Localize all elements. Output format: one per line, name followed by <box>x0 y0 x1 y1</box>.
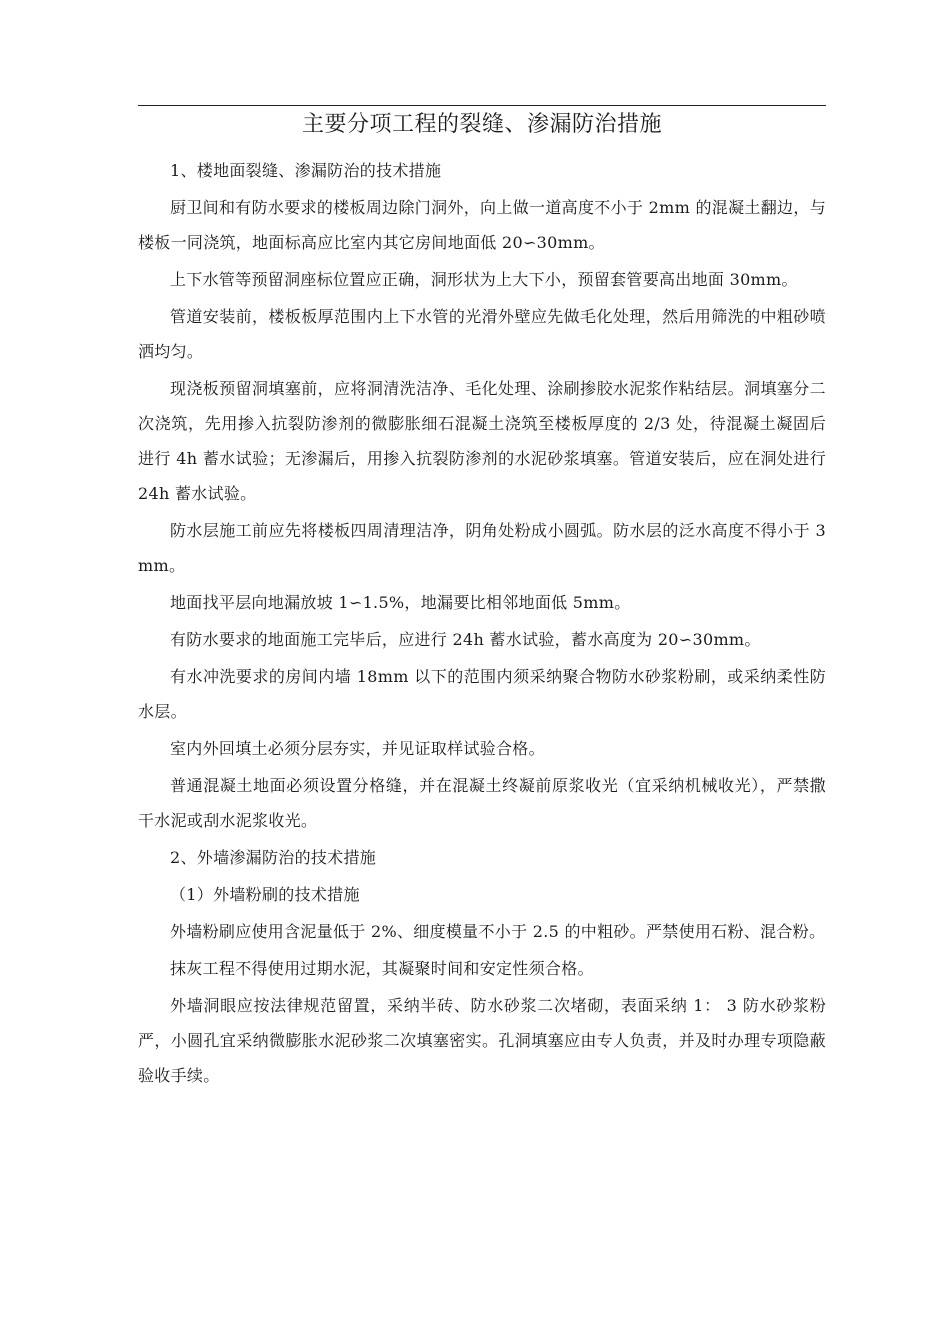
section-heading-exterior-wall: 2、外墙渗漏防治的技术措施 <box>170 848 377 867</box>
document-title: 主要分项工程的裂缝、渗漏防治措施 <box>301 112 662 137</box>
paragraph: 厨卫间和有防水要求的楼板周边除门洞外，向上做一道高度不小于 2mm 的混凝土翻边，与楼板一同浇筑，地面标高应比室内其它房间地面低 20∽30mm。 <box>138 198 826 252</box>
paragraph: 地面找平层向地漏放坡 1∽1.5%，地漏要比相邻地面低 5mm。 <box>170 593 631 612</box>
paragraph: 有防水要求的地面施工完毕后，应进行 24h 蓄水试验，蓄水高度为 20∽30mm。 <box>170 630 761 649</box>
header-rule <box>138 105 826 106</box>
paragraph: 普通混凝土地面必须设置分格缝，并在混凝土终凝前原浆收光（宜采纳机械收光），严禁撒干水泥或刮水泥浆收光。 <box>138 776 826 830</box>
paragraph: 管道安装前，楼板板厚范围内上下水管的光滑外壁应先做毛化处理，然后用筛洗的中粗砂喷洒均匀。 <box>138 307 826 361</box>
paragraph: 现浇板预留洞填塞前，应将洞清洗洁净、毛化处理、涂刷掺胶水泥浆作粘结层。洞填塞分二次浇筑，先用掺入抗裂防渗剂的微膨胀细石混凝土浇筑至楼板厚度的 2/3 处，待混凝土凝固后进行 4h 蓄水试验；无渗漏后，用掺入抗裂防渗剂的水泥砂浆填塞。管道安装后，应在洞处进行 24h 蓄水试验。 <box>138 379 826 503</box>
paragraph: 有水冲洗要求的房间内墙 18mm 以下的范围内须采纳聚合物防水砂浆粉刷，或采纳柔性防水层。 <box>138 667 826 721</box>
section-heading-floor: 1、楼地面裂缝、渗漏防治的技术措施 <box>170 161 442 180</box>
paragraph: 抹灰工程不得使用过期水泥，其凝聚时间和安定性须合格。 <box>170 959 594 978</box>
paragraph: 防水层施工前应先将楼板四周清理洁净，阴角处粉成小圆弧。防水层的泛水高度不得小于 3mm。 <box>138 521 826 575</box>
document-body <box>138 153 826 1095</box>
subsection-heading-plastering: （1）外墙粉刷的技术措施 <box>170 885 360 904</box>
paragraph: 外墙洞眼应按法律规范留置，采纳半砖、防水砂浆二次堵砌，表面采纳 1： 3 防水砂浆粉严，小圆孔宜采纳微膨胀水泥砂浆二次填塞密实。孔洞填塞应由专人负责，并及时办理专项隐蔽验收手续。 <box>138 996 826 1085</box>
paragraph: 室内外回填土必须分层夯实，并见证取样试验合格。 <box>170 739 545 758</box>
paragraph: 外墙粉刷应使用含泥量低于 2%、细度模量不小于 2.5 的中粗砂。严禁使用石粉、混合粉。 <box>170 922 826 941</box>
paragraph: 上下水管等预留洞座标位置应正确，洞形状为上大下小，预留套管要高出地面 30mm。 <box>170 270 798 289</box>
